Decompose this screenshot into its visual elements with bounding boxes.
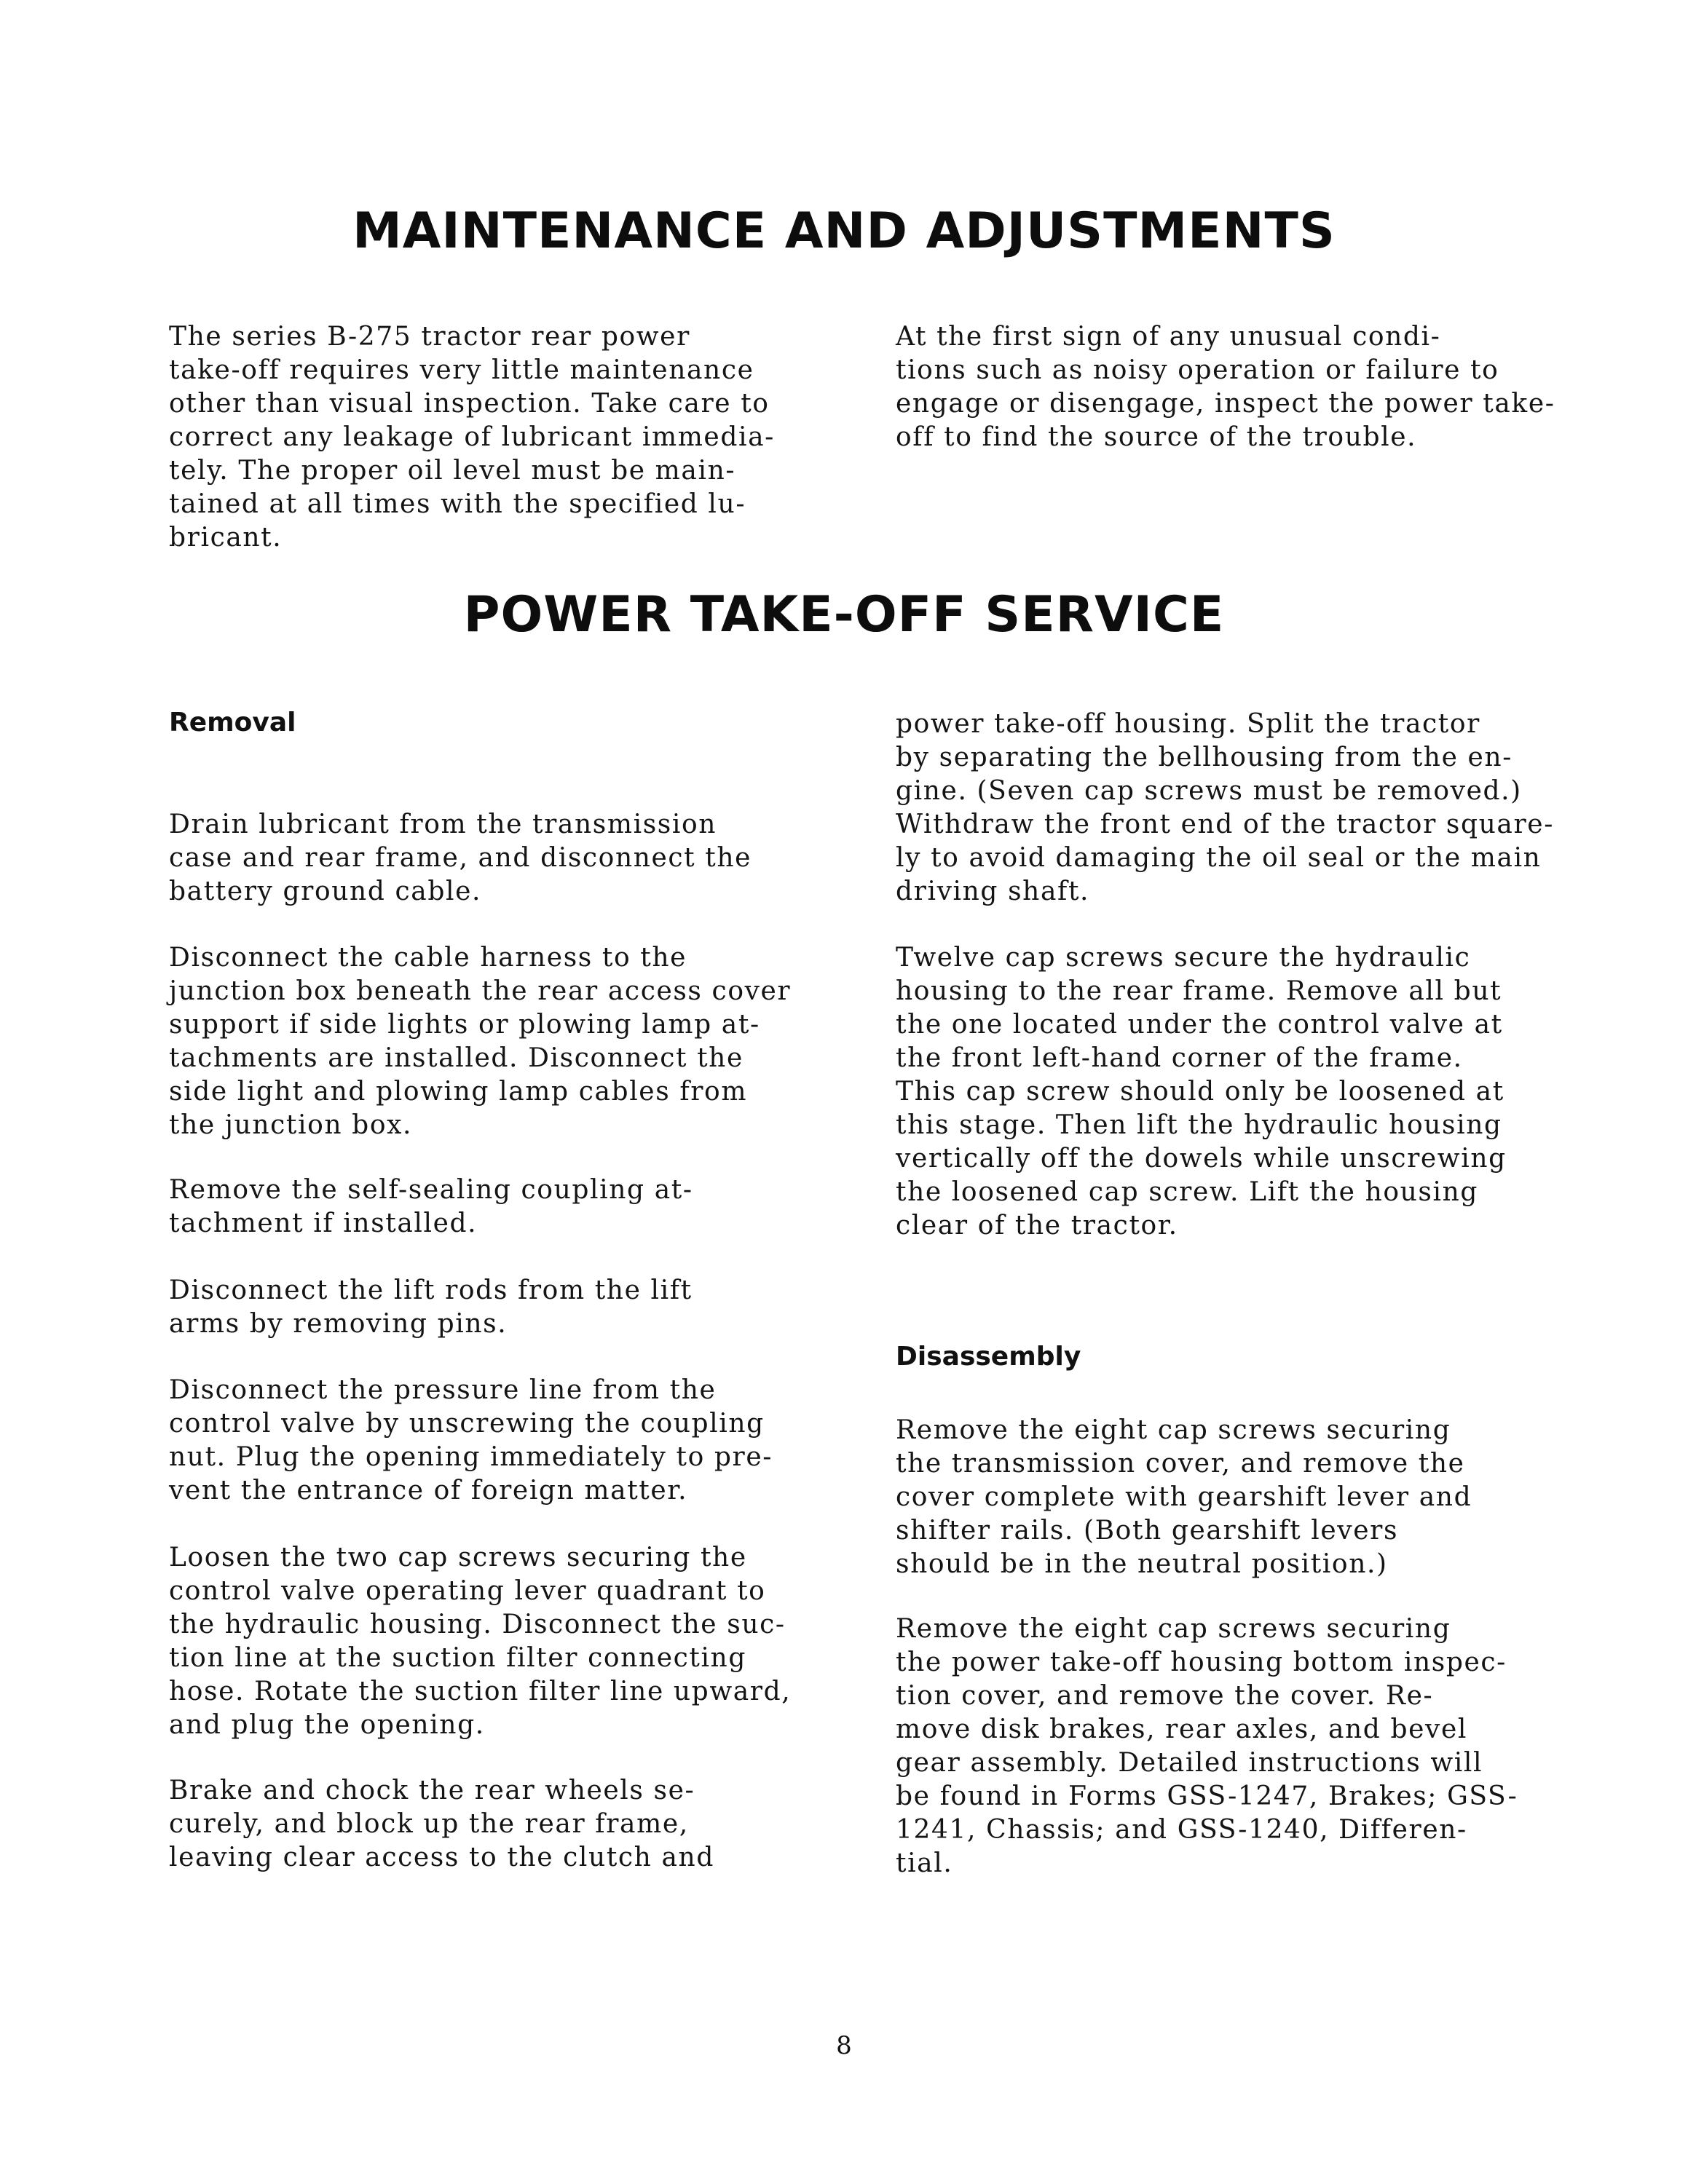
removal-paragraph: Remove the self-sealing coupling at- tachment if installed. [169,1175,693,1238]
removal-paragraph: Loosen the two cap screws securing the control valve operating lever quadrant to the hydraulic housing. Disconnect the suc- tion line at the suction filter connecting hose. Rotate the suction filter line upward, and plug the opening. [169,1543,792,1740]
removal-paragraph: Drain lubricant from the transmission case and rear frame, and disconnect the battery ground cable. [169,810,752,906]
page-number: 8 [836,2031,852,2060]
removal-paragraph: Disconnect the cable harness to the junction box beneath the rear access cover support if side lights or plowing lamp at- tachments are installed. Disconnect the side light and plowing lamp cables from the junction box. [169,943,792,1140]
subheading-disassembly: Disassembly [896,1342,1081,1372]
section-heading-maintenance: MAINTENANCE AND ADJUSTMENTS [352,202,1336,260]
maintenance-right-paragraph: At the first sign of any unusual condi- tions such as noisy operation or failure to engage or disengage, inspect the power take- off to find the source of the trouble. [896,322,1555,452]
removal-paragraph: Brake and chock the rear wheels se- curely, and block up the rear frame, leaving clear access to the clutch and [169,1776,714,1872]
section-heading-service: POWER TAKE-OFF SERVICE [463,586,1225,644]
removal-paragraph: Disconnect the lift rods from the lift arms by removing pins. [169,1275,693,1339]
removal-paragraph-continued: Twelve cap screws secure the hydraulic housing to the rear frame. Remove all but the one located under the control valve at the front left-hand corner of the frame. This cap screw should only be loosened at this stage. Then lift the hydraulic housing vertically off the dowels while unscrewing the loosened cap screw. Lift the housing clear of the tractor. [896,943,1507,1241]
removal-paragraph-continued: power take-off housing. Split the tractor by separating the bellhousing from the en- gine. (Seven cap screws must be removed.) Withdraw the front end of the tractor square- ly to avoid damaging the oil seal or the main driving shaft. [896,709,1554,906]
subheading-removal: Removal [169,708,296,737]
disassembly-paragraph: Remove the eight cap screws securing the power take-off housing bottom inspec- tion cover, and remove the cover. Re- move disk brakes, rear axles, and bevel gear assembly. Detailed instructions will be found in Forms GSS-1247, Brakes; GSS- 1241, Chassis; and GSS-1240, Differen- tial. [896,1614,1518,1878]
maintenance-left-paragraph: The series B-275 tractor rear power take-off requires very little maintenance other than visual inspection. Take care to correct any leakage of lubricant immedia- tely. The proper oil level must be main- tained at all times with the specified lu- bricant. [169,322,775,553]
removal-paragraph: Disconnect the pressure line from the control valve by unscrewing the coupling nut. Plug the opening immediately to pre- vent the entrance of foreign matter. [169,1375,773,1506]
disassembly-paragraph: Remove the eight cap screws securing the transmission cover, and remove the cover complete with gearshift lever and shifter rails. (Both gearshift levers should be in the neutral position.) [896,1415,1472,1579]
